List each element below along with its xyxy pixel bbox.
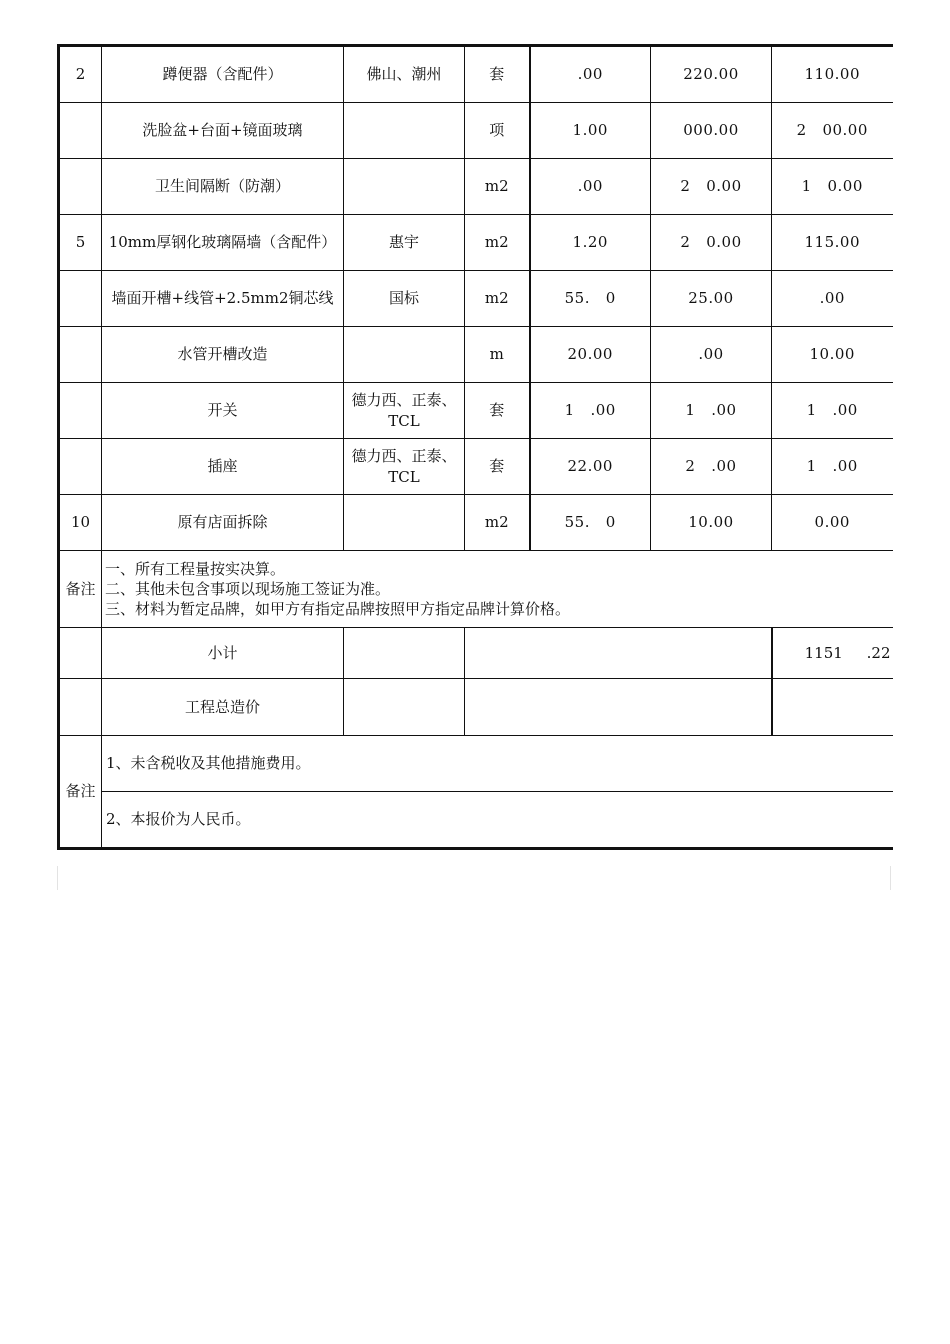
cell-brand xyxy=(344,495,465,551)
cell-qty: 1 .00 xyxy=(530,383,651,439)
cell-unit: m2 xyxy=(465,159,530,215)
cell-no: 10 xyxy=(59,495,102,551)
cell-price: 2 .00 xyxy=(651,439,772,495)
cell-brand xyxy=(344,103,465,159)
quotation-sheet xyxy=(57,44,891,850)
cell-name: 原有店面拆除 xyxy=(102,495,344,551)
cell-price: 10.00 xyxy=(651,495,772,551)
remarks-line: 三、材料为暂定品牌，如甲方有指定品牌按照甲方指定品牌计算价格。 xyxy=(105,600,571,618)
quotation-table xyxy=(57,44,893,850)
cell-amount: 115.00 xyxy=(772,215,893,271)
total-empty-cell xyxy=(465,679,772,736)
cell-name: 插座 xyxy=(102,439,344,495)
cell-qty: 20.00 xyxy=(530,327,651,383)
cell-qty: 55. 0 xyxy=(530,495,651,551)
cell-price: .00 xyxy=(651,327,772,383)
cell-qty: 1.00 xyxy=(530,103,651,159)
cell-no xyxy=(59,103,102,159)
table-row xyxy=(59,327,893,383)
cell-brand xyxy=(344,159,465,215)
cell-amount: 2 00.00 xyxy=(772,103,893,159)
cell-amount: .00 xyxy=(772,271,893,327)
cell-no: 5 xyxy=(59,215,102,271)
cell-price: 1 .00 xyxy=(651,383,772,439)
cell-unit: 套 xyxy=(465,439,530,495)
cell-price: 220.00 xyxy=(651,46,772,103)
cell-name: 10mm厚钢化玻璃隔墙（含配件） xyxy=(102,215,344,271)
cell-qty: 22.00 xyxy=(530,439,651,495)
cell-no xyxy=(59,383,102,439)
sheet-edge-right xyxy=(890,866,891,890)
cell-amount: 1 0.00 xyxy=(772,159,893,215)
cell-no xyxy=(59,327,102,383)
total-empty-cell xyxy=(59,679,102,736)
subtotal-label: 小计 xyxy=(102,628,344,679)
cell-brand: 国标 xyxy=(344,271,465,327)
table-row xyxy=(59,383,893,439)
total-empty-cell xyxy=(344,679,465,736)
subtotal-empty-cell xyxy=(344,628,465,679)
cell-amount: 0.00 xyxy=(772,495,893,551)
table-row xyxy=(59,271,893,327)
cell-amount: 1 .00 xyxy=(772,439,893,495)
cell-amount: 10.00 xyxy=(772,327,893,383)
table-row xyxy=(59,103,893,159)
remarks-line: 一、所有工程量按实决算。 xyxy=(105,560,286,578)
cell-no: 2 xyxy=(59,46,102,103)
footer-line: 1、未含税收及其他措施费用。 xyxy=(102,736,893,792)
cell-qty: .00 xyxy=(530,46,651,103)
subtotal-empty-cell xyxy=(465,628,772,679)
subtotal-row xyxy=(59,628,893,679)
cell-brand: 德力西、正泰、TCL xyxy=(344,439,465,495)
table-row xyxy=(59,495,893,551)
cell-brand: 惠宇 xyxy=(344,215,465,271)
cell-name: 蹲便器（含配件） xyxy=(102,46,344,103)
table-row xyxy=(59,159,893,215)
remarks-text xyxy=(102,551,893,628)
cell-qty: .00 xyxy=(530,159,651,215)
cell-brand xyxy=(344,327,465,383)
cell-brand: 佛山、潮州 xyxy=(344,46,465,103)
remarks-line: 二、其他未包含事项以现场施工签证为准。 xyxy=(105,580,391,598)
cell-price: 2 0.00 xyxy=(651,215,772,271)
cell-name: 卫生间隔断（防潮） xyxy=(102,159,344,215)
footer-row-2 xyxy=(59,792,893,849)
cell-unit: 项 xyxy=(465,103,530,159)
table-row xyxy=(59,215,893,271)
cell-unit: m2 xyxy=(465,271,530,327)
footer-label: 备注 xyxy=(59,736,102,849)
cell-name: 开关 xyxy=(102,383,344,439)
cell-no xyxy=(59,439,102,495)
cell-unit: m2 xyxy=(465,215,530,271)
table-row xyxy=(59,46,893,103)
remarks-label: 备注 xyxy=(59,551,102,628)
cell-qty: 1.20 xyxy=(530,215,651,271)
item-rows xyxy=(59,46,893,551)
footer-row-1 xyxy=(59,736,893,792)
total-row xyxy=(59,679,893,736)
cell-price: 25.00 xyxy=(651,271,772,327)
cell-amount: 110.00 xyxy=(772,46,893,103)
cell-name: 墙面开槽+线管+2.5mm2铜芯线 xyxy=(102,271,344,327)
cell-brand: 德力西、正泰、TCL xyxy=(344,383,465,439)
table-row xyxy=(59,439,893,495)
cell-unit: 套 xyxy=(465,383,530,439)
cell-price: 000.00 xyxy=(651,103,772,159)
cell-unit: 套 xyxy=(465,46,530,103)
cell-name: 水管开槽改造 xyxy=(102,327,344,383)
cell-no xyxy=(59,159,102,215)
cell-name: 洗脸盆+台面+镜面玻璃 xyxy=(102,103,344,159)
cell-unit: m xyxy=(465,327,530,383)
subtotal-empty-cell xyxy=(59,628,102,679)
cell-qty: 55. 0 xyxy=(530,271,651,327)
cell-unit: m2 xyxy=(465,495,530,551)
total-label: 工程总造价 xyxy=(102,679,344,736)
subtotal-value: 1151 .22 xyxy=(772,628,893,679)
remarks-row xyxy=(59,551,893,628)
sheet-edge-left xyxy=(57,866,58,890)
cell-amount: 1 .00 xyxy=(772,383,893,439)
cell-no xyxy=(59,271,102,327)
cell-price: 2 0.00 xyxy=(651,159,772,215)
footer-line: 2、本报价为人民币。 xyxy=(102,792,893,849)
total-value xyxy=(772,679,893,736)
